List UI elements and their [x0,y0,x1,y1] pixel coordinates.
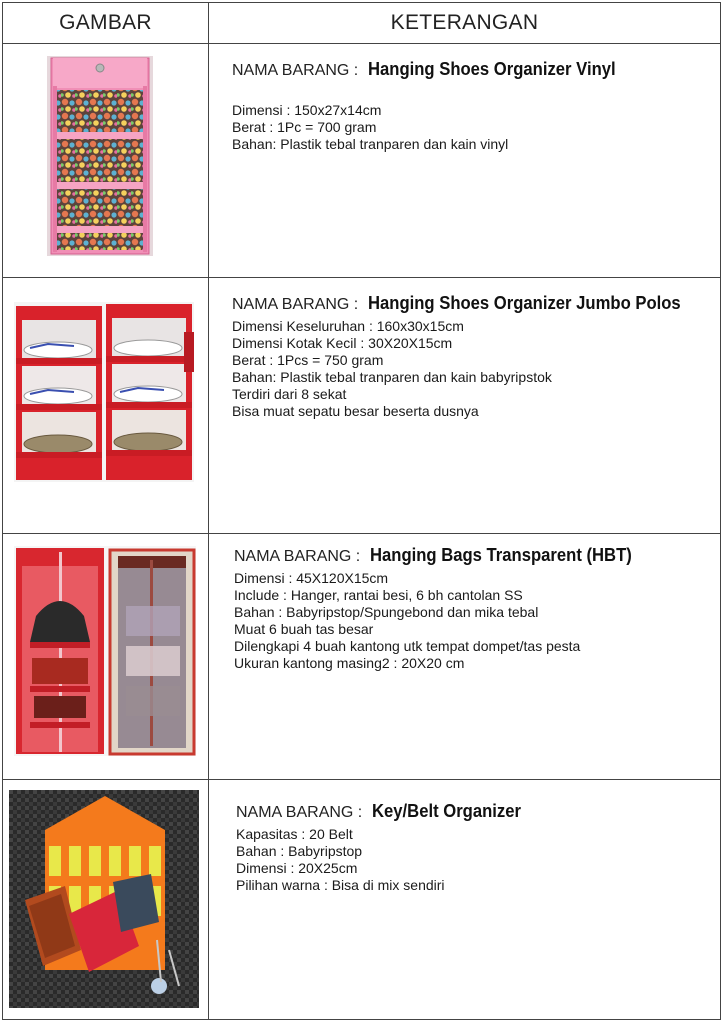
hanging-shoes-organizer-vinyl-photo [47,56,153,256]
product-desc-2 [232,292,712,420]
detail-line: Include : Hanger, rantai besi, 6 bh cantolan SS [234,587,523,603]
nama-barang-label: NAMA BARANG : [236,804,363,821]
detail-line: Berat : 1Pc = 700 gram [232,119,377,135]
detail-line: Bahan: Plastik tebal tranparen dan kain vinyl [232,136,509,152]
row-divider [3,779,720,780]
detail-line: Ukuran kantong masing2 : 20X20 cm [234,655,465,671]
detail-line: Dimensi Keseluruhan : 160x30x15cm [232,318,464,334]
product-image-1 [47,56,153,256]
hanging-shoes-organizer-jumbo-polos-photo [14,302,194,482]
product-image-3 [14,546,196,756]
row-divider [3,533,720,534]
product-image-4 [9,790,199,1008]
detail-line: Dimensi : 20X25cm [236,860,358,876]
product-title-line [232,292,712,314]
detail-line: Dilengkapi 4 buah kantong utk tempat dompet/tas pesta [234,638,581,654]
header-gambar: GAMBAR [59,11,152,34]
nama-barang-label: NAMA BARANG : [232,62,359,79]
hanging-bags-transparent-photo [14,546,196,756]
detail-line: Pilihan warna : Bisa di mix sendiri [236,877,445,893]
product-name: Hanging Shoes Organizer Jumbo Polos [368,292,681,313]
product-image-2 [14,302,194,482]
detail-line: Berat : 1Pcs = 750 gram [232,352,384,368]
row-divider [3,277,720,278]
detail-line: Bahan : Babyripstop [236,843,363,859]
key-belt-organizer-photo [9,790,199,1008]
product-name: Hanging Shoes Organizer Vinyl [368,58,616,79]
header-keterangan: KETERANGAN [390,11,539,34]
product-desc-4 [236,800,716,894]
product-name: Hanging Bags Transparent (HBT) [370,544,633,565]
product-title-line [234,544,714,566]
nama-barang-label: NAMA BARANG : [232,296,359,313]
product-desc-3 [234,544,714,672]
product-title-line [236,800,716,822]
product-details [232,318,712,420]
detail-line: Kapasitas : 20 Belt [236,826,353,842]
header-divider [3,43,720,44]
product-details [236,826,716,894]
nama-barang-label: NAMA BARANG : [234,548,361,565]
product-title-line [232,58,712,80]
detail-line: Bisa muat sepatu besar beserta dusnya [232,403,479,419]
product-name: Key/Belt Organizer [372,800,522,821]
detail-line: Bahan : Babyripstop/Spungebond dan mika tebal [234,604,539,620]
column-divider [208,3,209,1019]
detail-line: Dimensi : 45X120X15cm [234,570,389,586]
detail-line: Muat 6 buah tas besar [234,621,374,637]
detail-line: Bahan: Plastik tebal tranparen dan kain babyripstok [232,369,552,385]
detail-line: Terdiri dari 8 sekat [232,386,347,402]
detail-line: Dimensi Kotak Kecil : 30X20X15cm [232,335,453,351]
product-details [234,570,714,672]
detail-line: Dimensi : 150x27x14cm [232,102,382,118]
product-desc-1 [232,58,712,153]
product-details [232,102,712,153]
